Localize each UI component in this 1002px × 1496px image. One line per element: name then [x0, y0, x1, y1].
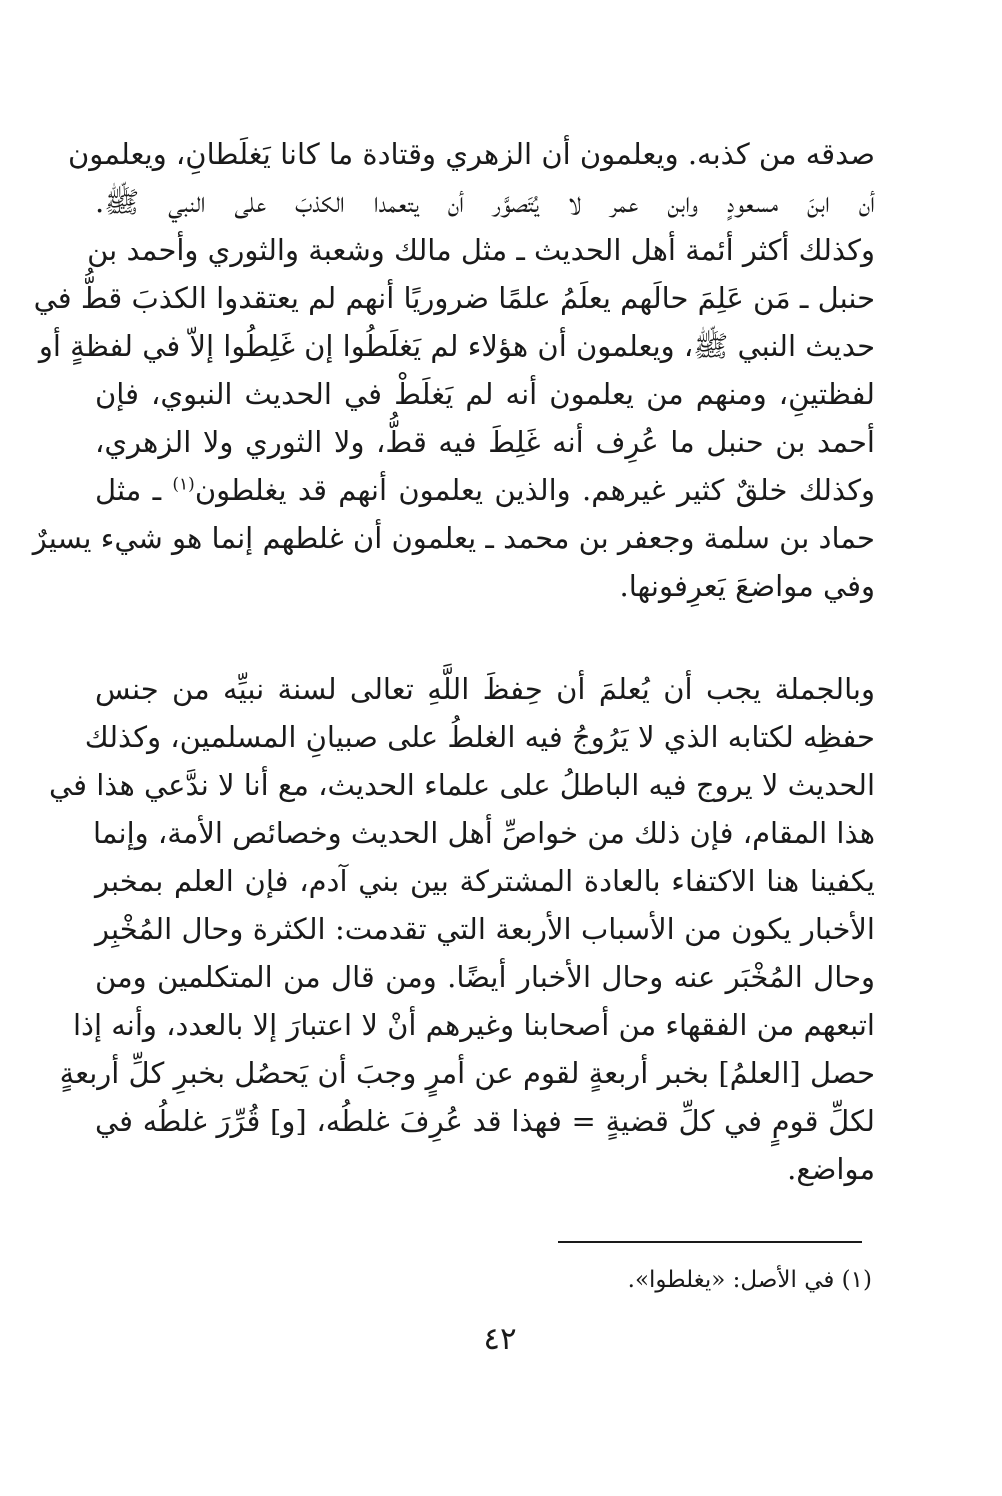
text-line: الأخبار يكون من الأسباب الأربعة التي تقدمت: الكثرة وحال المُخْبِر [95, 912, 875, 946]
text-line: لكلِّ قومٍ في كلِّ قضيةٍ = فهذا قد عُرِفَ غلطُه، [و] قُرِّرَ غلطُه في [95, 1104, 875, 1138]
footnote-text: في الأصل: «يغلطوا». [627, 1267, 835, 1293]
page-number: ٤٢ [483, 1321, 517, 1357]
text-line: هذا المقام، فإن ذلك من خواصِّ أهل الحديث وخصائص الأمة، وإنما [92, 816, 875, 850]
text-line: حديث النبي ﷺ، ويعلمون أن هؤلاء لم يَغلَطُوا إن غَلِطُوا إلاّ في لفظةٍ أو [38, 329, 875, 363]
text-line: وبالجملة يجب أن يُعلمَ أن حِفظَ اللَّهِ تعالى لسنة نبيِّه من جنس [95, 672, 875, 706]
text-line: اتبعهم من الفقهاء من أصحابنا وغيرهم أنْ لا اعتبارَ إلا بالعدد، وأنه إذا [73, 1008, 875, 1042]
text-line: أن ابنَ مسعودٍ وابن عمر لا يُتَصوَّر أن يتعمدا الكذبَ على النبي ﷺ. [95, 185, 875, 219]
paragraph-2 [48, 665, 875, 1193]
text-line: حفظِه لكتابه الذي لا يَرُوجُ فيه الغلطُ على صبيانِ المسلمين، وكذلك [84, 720, 875, 754]
text-line: صدقه من كذبه. ويعلمون أن الزهري وقتادة ما كانا يَغلَطانِ، ويعلمون [67, 137, 875, 171]
paragraph-1 [32, 130, 876, 610]
text-line: وكذلك أكثر أئمة أهل الحديث ـ مثل مالك وشعبة والثوري وأحمد بن [87, 233, 875, 267]
text-line: لفظتينِ، ومنهم من يعلمون أنه لم يَغلَطْ في الحديث النبوي، فإن [95, 377, 875, 411]
text-line: وحال المُخْبَر عنه وحال الأخبار أيضًا. ومن قال من المتكلمين ومن [95, 960, 875, 994]
footnote-reference: (١) [172, 474, 195, 495]
footnote-marker: (١) [841, 1267, 872, 1293]
text-line: حصل [العلمُ] بخبر أربعةٍ لقوم عن أمرٍ وجبَ أن يَحصُل بخبرِ كلِّ أربعةٍ [59, 1056, 875, 1090]
footnote-divider [558, 1241, 862, 1243]
text-line: حنبل ـ مَن عَلِمَ حالَهم يعلَمُ علمًا ضروريًا أنهم لم يعتقدوا الكذبَ قطُّ في [33, 281, 875, 315]
footnote-1 [172, 1262, 872, 1298]
text-line: مواضع. [787, 1152, 875, 1186]
text-line-with-footnote [95, 466, 875, 514]
text-line: الحديث لا يروج فيه الباطلُ على علماء الحديث، مع أنا لا ندَّعي هذا في [48, 768, 875, 802]
text-line-part: وكذلك خلقٌ كثير غيرهم. والذين يعلمون أنهم قد يغلطون [194, 473, 876, 507]
text-line: أحمد بن حنبل ما عُرِف أنه غَلِطَ فيه قطُّ، ولا الثوري ولا الزهري، [95, 425, 875, 459]
text-line: وفي مواضعَ يَعرِفونها. [619, 569, 875, 603]
text-line: حماد بن سلمة وجعفر بن محمد ـ يعلمون أن غلطهم إنما هو شيء يسيرٌ [32, 521, 875, 555]
text-line: يكفينا هنا الاكتفاء بالعادة المشتركة بين بني آدم، فإن العلم بمخبر [95, 864, 875, 898]
text-line-part: ـ مثل [95, 473, 173, 507]
